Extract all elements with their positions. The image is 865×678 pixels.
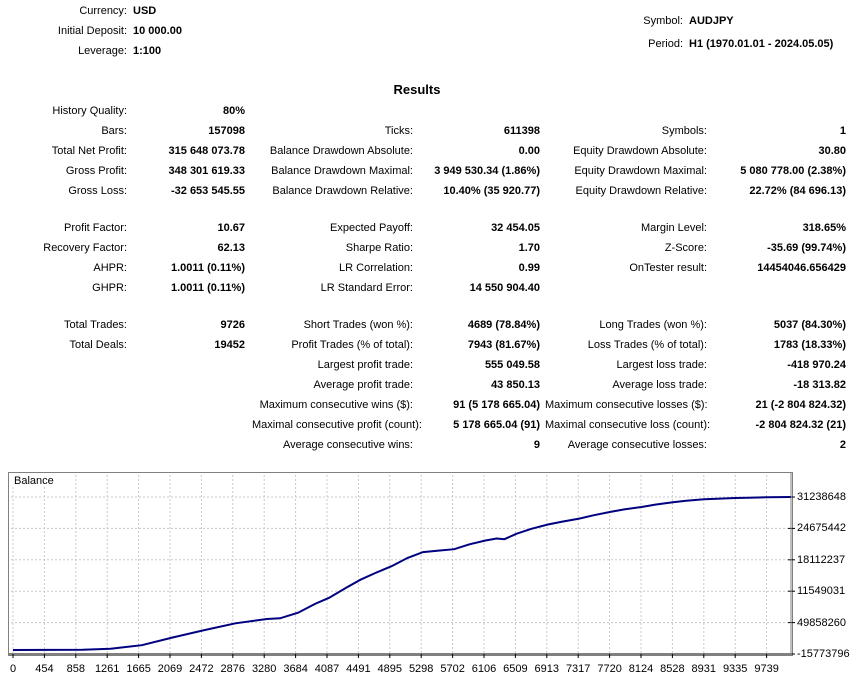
row-value: 2 — [839, 439, 846, 451]
row-label: Short Trades (won %): — [303, 319, 413, 331]
row-label: Total Net Profit: — [51, 145, 127, 157]
row-value: -418 970.24 — [787, 359, 846, 371]
row-value: 4689 (78.84%) — [467, 319, 540, 331]
currency-value: USD — [133, 5, 157, 17]
row-label: Total Trades: — [64, 319, 127, 331]
row-value: 80% — [222, 105, 245, 117]
row-label: Symbols: — [661, 125, 707, 137]
row-value: 3 949 530.34 (1.86%) — [434, 165, 540, 177]
x-axis-tick-label: 8528 — [660, 663, 685, 675]
y-axis-tick-label: 49858260 — [797, 616, 846, 629]
x-axis-tick-label: 8931 — [691, 663, 717, 675]
row-label: Sharpe Ratio: — [345, 242, 413, 254]
row-label: Average consecutive losses: — [567, 439, 707, 451]
row-label: Largest profit trade: — [317, 359, 413, 371]
row-value: 10.67 — [217, 222, 245, 234]
balance-line — [13, 497, 791, 650]
x-axis-tick-label: 0 — [9, 663, 17, 675]
symbol-value: AUDJPY — [689, 15, 734, 27]
row-label: LR Correlation: — [339, 262, 413, 274]
row-value: -35.69 (99.74%) — [767, 242, 846, 254]
row-value: 9 — [533, 439, 540, 451]
x-axis-tick-label: 5702 — [440, 663, 465, 675]
row-value: 14454046.656429 — [757, 262, 846, 274]
y-axis-tick-label: 11549031 — [797, 585, 846, 598]
row-label: Bars: — [101, 125, 127, 137]
row-value: 43 850.13 — [491, 379, 540, 391]
x-axis-tick-label: 454 — [35, 663, 54, 675]
row-label: OnTester result: — [629, 262, 707, 274]
symbol-label: Symbol: — [643, 15, 683, 27]
row-label: Maximal consecutive loss (count): — [545, 419, 711, 431]
x-axis-tick-label: 9739 — [754, 663, 779, 675]
row-label: GHPR: — [92, 282, 127, 294]
y-axis-tick-label: 18112237 — [797, 553, 846, 566]
row-value: -32 653 545.55 — [170, 185, 245, 197]
leverage-value: 1:100 — [133, 45, 162, 57]
x-axis-tick-label: 9335 — [722, 663, 748, 675]
row-value: 0.99 — [518, 262, 540, 274]
row-value: 5 080 778.00 (2.38%) — [740, 165, 846, 177]
x-axis-tick-label: 4895 — [377, 663, 403, 675]
row-value: 10.40% (35 920.77) — [443, 185, 540, 197]
row-value: 32 454.05 — [491, 222, 540, 234]
x-axis-tick-label: 4491 — [346, 663, 371, 675]
row-label: Long Trades (won %): — [599, 319, 707, 331]
row-value: 5 178 665.04 (91) — [453, 419, 540, 431]
row-label: Gross Loss: — [68, 185, 127, 197]
row-value: 21 (-2 804 824.32) — [755, 399, 846, 411]
x-axis-tick-label: 6509 — [503, 663, 528, 675]
balance-chart — [8, 472, 793, 656]
row-value: 611398 — [503, 125, 540, 137]
row-label: Largest loss trade: — [616, 359, 707, 371]
row-label: Profit Trades (% of total): — [291, 339, 413, 351]
row-label: Balance Drawdown Maximal: — [271, 165, 413, 177]
row-value: 1783 (18.33%) — [773, 339, 846, 351]
row-value: 1.0011 (0.11%) — [170, 262, 245, 274]
period-label: Period: — [648, 38, 683, 50]
row-value: 91 (5 178 665.04) — [453, 399, 540, 411]
row-label: Loss Trades (% of total): — [587, 339, 707, 351]
row-label: Ticks: — [384, 125, 413, 137]
y-axis-tick-label: 24675442 — [797, 522, 846, 535]
x-axis-tick-label: 6106 — [471, 663, 497, 675]
row-label: LR Standard Error: — [320, 282, 413, 294]
row-value: 14 550 904.40 — [469, 282, 540, 294]
row-value: 22.72% (84 696.13) — [749, 185, 846, 197]
row-label: Maximum consecutive losses ($): — [545, 399, 708, 411]
balance-plot — [9, 473, 792, 655]
row-value: -2 804 824.32 (21) — [755, 419, 846, 431]
row-value: 7943 (81.67%) — [467, 339, 540, 351]
x-axis-tick-label: 858 — [66, 663, 85, 675]
row-label: Recovery Factor: — [43, 242, 127, 254]
x-axis-tick-label: 7317 — [565, 663, 591, 675]
initial-deposit-label: Initial Deposit: — [57, 25, 127, 37]
row-label: Equity Drawdown Relative: — [575, 185, 707, 197]
row-label: Balance Drawdown Absolute: — [269, 145, 413, 157]
row-value: 318.65% — [802, 222, 846, 234]
row-value: 0.00 — [518, 145, 540, 157]
x-axis-tick-label: 1261 — [94, 663, 120, 675]
x-axis-tick-label: 7720 — [597, 663, 622, 675]
x-axis-tick-label: 4087 — [314, 663, 340, 675]
row-value: 1 — [839, 125, 846, 137]
row-label: Average consecutive wins: — [282, 439, 413, 451]
row-value: 62.13 — [217, 242, 245, 254]
currency-label: Currency: — [79, 5, 127, 17]
chart-series-label: Balance — [14, 475, 54, 487]
row-label: Maximal consecutive profit (count): — [252, 419, 422, 431]
x-axis-tick-label: 2876 — [220, 663, 246, 675]
row-label: Equity Drawdown Absolute: — [573, 145, 707, 157]
row-label: Equity Drawdown Maximal: — [574, 165, 707, 177]
row-value: 9726 — [220, 319, 245, 331]
x-axis-tick-label: 6913 — [534, 663, 560, 675]
row-label: Average loss trade: — [612, 379, 707, 391]
row-label: Average profit trade: — [313, 379, 413, 391]
row-value: 5037 (84.30%) — [773, 319, 846, 331]
x-axis-tick-label: 3280 — [251, 663, 277, 675]
row-label: Balance Drawdown Relative: — [272, 185, 413, 197]
initial-deposit-value: 10 000.00 — [133, 25, 182, 37]
row-label: Total Deals: — [69, 339, 127, 351]
row-value: 30.80 — [818, 145, 846, 157]
row-value: 555 049.58 — [484, 359, 540, 371]
row-value: 19452 — [214, 339, 245, 351]
y-axis-tick-label: 31238648 — [797, 491, 846, 503]
row-label: Expected Payoff: — [330, 222, 413, 234]
results-title: Results — [393, 82, 441, 97]
row-value: 157098 — [208, 125, 245, 137]
row-label: AHPR: — [93, 262, 127, 274]
x-axis-tick-label: 3684 — [283, 663, 308, 675]
row-label: History Quality: — [52, 105, 127, 117]
x-axis-tick-label: 1665 — [126, 663, 151, 675]
row-label: Gross Profit: — [65, 165, 127, 177]
row-label: Profit Factor: — [64, 222, 127, 234]
row-value: 348 301 619.33 — [168, 165, 245, 177]
row-label: Maximum consecutive wins ($): — [259, 399, 413, 411]
row-label: Z-Score: — [664, 242, 707, 254]
y-axis-tick-label: -15773796 — [797, 648, 850, 660]
period-value: H1 (1970.01.01 - 2024.05.05) — [689, 38, 834, 50]
row-label: Margin Level: — [640, 222, 707, 234]
x-axis-tick-label: 2069 — [157, 663, 183, 675]
x-axis-tick-label: 2472 — [189, 663, 214, 675]
row-value: -18 313.82 — [793, 379, 846, 391]
row-value: 315 648 073.78 — [168, 145, 245, 157]
x-axis-tick-label: 5298 — [408, 663, 434, 675]
row-value: 1.70 — [518, 242, 540, 254]
x-axis-tick-label: 8124 — [628, 663, 654, 675]
leverage-label: Leverage: — [78, 45, 127, 57]
row-value: 1.0011 (0.11%) — [170, 282, 245, 294]
